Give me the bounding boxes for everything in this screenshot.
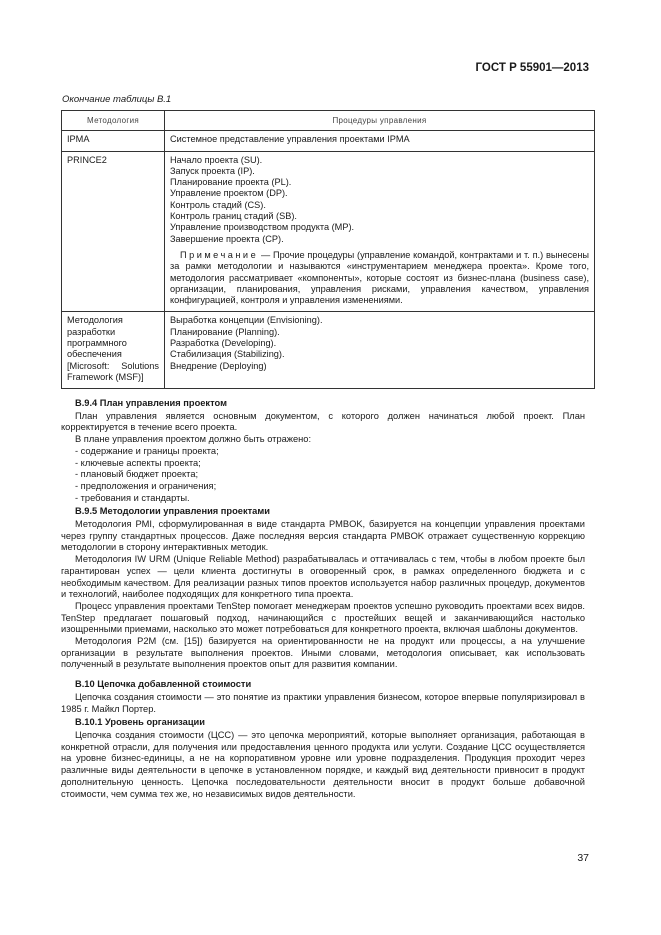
procedure-line: Контроль стадий (CS). bbox=[170, 199, 266, 210]
table-row bbox=[62, 151, 595, 312]
procedures-cell bbox=[165, 312, 595, 389]
procedure-line: Управление производством продукта (MP). bbox=[170, 222, 355, 233]
list-item: - ключевые аспекты проекта; bbox=[75, 457, 201, 468]
column-header: Методология bbox=[62, 111, 165, 131]
paragraph: Цепочка создания стоимости — это понятие из практики управления бизнесом, которое впервые популяризировал в 1985 г. Майкл Портер. bbox=[61, 691, 585, 714]
procedure-line: Начало проекта (SU). bbox=[170, 154, 263, 165]
paragraph: Цепочка создания стоимости (ЦСС) — это цепочка мероприятий, которые выполняет организация, работающая в конкретной отрасли, для получения или предоставления ценного продукта или услуги. Создание ЦСС осуществляется на уровне бизнес-единицы, а не на корпоративном уровне или уровне подразделения. Продукция проходит через различные виды деятельности в цепочке в установленном порядке, и каждый вид деятельности привносит в продукт дополнительную ценность. Цепочка последовательности деятельности вносит в продукт больше добавочной стоимости, чем сумма тех же, но независимых видов деятельности. bbox=[61, 729, 585, 799]
list-item: - содержание и границы проекта; bbox=[75, 445, 219, 456]
paragraph: Процесс управления проектами TenStep помогает менеджерам проектов успешно руководить проектами всех видов. TenStep предлагает пошаговый подход, начинающийся с простейших вещей и заканчивающийся настолько изощренными приемами, насколько это может потребоваться для конкретного проекта, включая шаблоны документов. bbox=[61, 600, 585, 635]
standard-header: ГОСТ Р 55901—2013 bbox=[475, 62, 589, 74]
procedure-line: Системное представление управления проектами IPMA bbox=[170, 134, 410, 145]
section-heading: В.9.5 Методологии управления проектами bbox=[75, 506, 270, 517]
procedure-line: Управление проектом (DP). bbox=[170, 188, 288, 199]
document-body bbox=[61, 396, 585, 800]
list-item: - требования и стандарты. bbox=[75, 492, 190, 503]
note-label: Примечание bbox=[180, 249, 259, 260]
procedure-line: Запуск проекта (IP). bbox=[170, 165, 255, 176]
section-heading: В.10.1 Уровень организации bbox=[75, 717, 205, 728]
note-text: — Прочие процедуры (управление командой, контрактами и т. п.) вынесены за рамки методологии и называются «инструментарием менеджера проекта». Кроме того, методология рассматривает «компоненты», которые состоят из бизнес-плана (business case), организации, планирования, управления рисками, управления качеством, управления конфигурацией, контроля и управления изменениями. bbox=[170, 249, 589, 306]
method-cell: PRINCE2 bbox=[62, 151, 165, 312]
paragraph: Методология P2M (см. [15]) базируется на ориентированности не на продукт или процессы, а на улучшение организации в результате выполнения проектов. Иными словами, методология описывает, как использовать полученный в результате выполнения проектов опыт для развития компании. bbox=[61, 636, 585, 670]
paragraph: В плане управления проектом должно быть отражено: bbox=[75, 434, 312, 445]
section-heading: В.9.4 План управления проектом bbox=[75, 398, 227, 408]
procedure-line: Стабилизация (Stabilizing). bbox=[170, 349, 285, 360]
paragraph: Методология PMI, сформулированная в виде стандарта PMBOK, базируется на концепции управления проектами через группу стандартных процессов. Даже последняя версия стандарта PMBOK отражает существенную коррекцию методологии в сторону интерактивных методик. bbox=[61, 519, 585, 553]
table-note bbox=[170, 250, 589, 306]
table-row bbox=[62, 312, 595, 389]
paragraph: План управления является основным документом, с которого должен начинаться любой проект. План корректируется в течение всего проекта. bbox=[61, 410, 585, 433]
procedure-line: Планирование проекта (PL). bbox=[170, 177, 292, 188]
procedure-line: Разработка (Developing). bbox=[170, 338, 277, 349]
procedure-line: Внедрение (Deploying) bbox=[170, 360, 267, 371]
section-heading: В.10 Цепочка добавленной стоимости bbox=[75, 679, 252, 690]
procedures-cell bbox=[165, 131, 595, 151]
list-item: - предположения и ограничения; bbox=[75, 480, 217, 491]
list-item: - плановый бюджет проекта; bbox=[75, 469, 199, 480]
paragraph: Методология IW URM (Unique Reliable Method) разрабатывалась и оттачивалась с тем, чтобы в любом проекте был гарантирован успех — цели клиента достигнуты в оговоренный срок, в рамках определенного бюджета и с необходимым качеством. Для реализации разных типов проектов используется набор различных процедур, документов и технологий, наиболее подходящих для конкретного типа проекта. bbox=[61, 554, 585, 600]
procedures-cell bbox=[165, 151, 595, 312]
table-row bbox=[62, 131, 595, 151]
method-cell: IPMA bbox=[62, 131, 165, 151]
requirements-list bbox=[61, 446, 585, 505]
procedure-line: Выработка концепции (Envisioning). bbox=[170, 315, 323, 326]
table-header-row bbox=[62, 111, 595, 131]
page-number: 37 bbox=[577, 852, 589, 864]
procedure-line: Планирование (Planning). bbox=[170, 326, 280, 337]
procedure-line: Контроль границ стадий (SB). bbox=[170, 211, 297, 222]
column-header: Процедуры управления bbox=[165, 111, 595, 131]
methodology-table bbox=[61, 110, 595, 389]
method-cell: Методология разработки программного обеспечения [Microsoft: Solutions Framework (MSF)] bbox=[62, 312, 165, 389]
table-caption: Окончание таблицы В.1 bbox=[62, 94, 172, 105]
procedure-line: Завершение проекта (CP). bbox=[170, 233, 284, 244]
